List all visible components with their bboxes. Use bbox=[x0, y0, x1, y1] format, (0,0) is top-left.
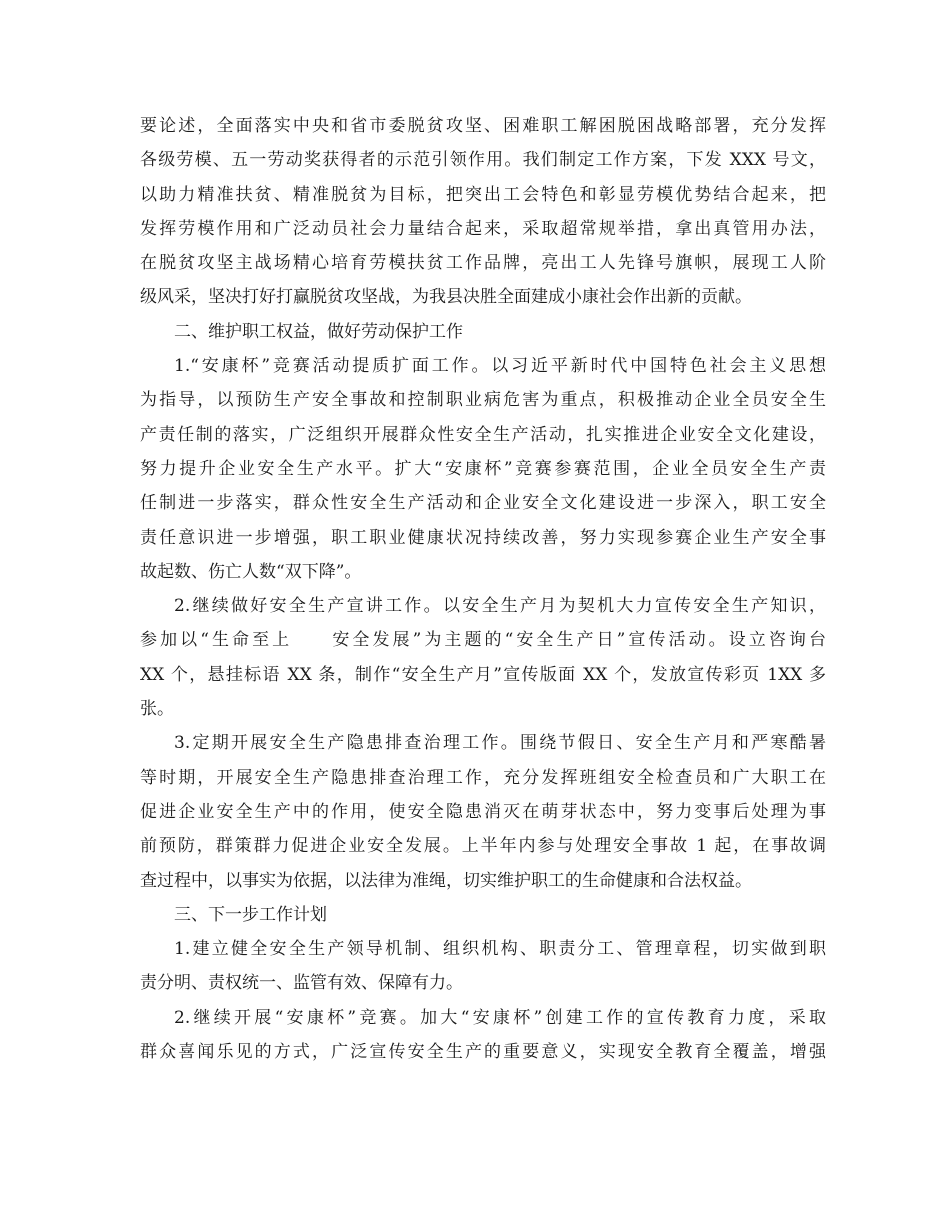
paragraph-line: 促进企业安全生产中的作用，使安全隐患消灭在萌芽状态中，努力变事后处理为事 bbox=[140, 801, 826, 822]
paragraph-first-line: 三、下一步工作计划 bbox=[174, 904, 327, 925]
paragraph-line: 参加以“生命至上 安全发展”为主题的“安全生产日”宣传活动。设立咨询台 bbox=[140, 630, 826, 651]
paragraph-line: 发挥劳模作用和广泛动员社会力量结合起来，采取超常规举措，拿出真管用办法， bbox=[140, 218, 826, 239]
paragraph-line: 各级劳模、五一劳动奖获得者的示范引领作用。我们制定工作方案，下发 XXX 号文， bbox=[140, 150, 826, 171]
paragraph-line: 任制进一步落实，群众性安全生产活动和企业安全文化建设进一步深入，职工安全 bbox=[140, 493, 826, 514]
paragraph-line: 在脱贫攻坚主战场精心培育劳模扶贫工作品牌，亮出工人先锋号旗帜，展现工人阶 bbox=[140, 253, 826, 274]
paragraph-line: 为指导，以预防生产安全事故和控制职业病危害为重点，积极推动企业全员安全生 bbox=[140, 390, 826, 411]
paragraph-first-line: 1.建立健全安全生产领导机制、组织机构、职责分工、管理章程，切实做到职 bbox=[174, 939, 826, 960]
paragraph-line: XX 个，悬挂标语 XX 条，制作“安全生产月”宣传版面 XX 个，发放宣传彩页 1XX 多 bbox=[140, 664, 826, 685]
paragraph-line: 以助力精准扶贫、精准脱贫为目标，把突出工会特色和彰显劳模优势结合起来，把 bbox=[140, 184, 826, 205]
paragraph-line: 故起数、伤亡人数“双下降”。 bbox=[140, 561, 362, 582]
document-body bbox=[140, 109, 826, 1069]
paragraph-line: 张。 bbox=[140, 699, 174, 720]
paragraph-line: 要论述，全面落实中央和省市委脱贫攻坚、困难职工解困脱困战略部署，充分发挥 bbox=[140, 116, 826, 136]
paragraph-first-line: 1.“安康杯”竞赛活动提质扩面工作。以习近平新时代中国特色社会主义思想 bbox=[174, 356, 826, 377]
paragraph-line: 产责任制的落实，广泛组织开展群众性安全生产活动，扎实推进企业安全文化建设， bbox=[140, 424, 826, 445]
paragraph-line: 努力提升企业安全生产水平。扩大“安康杯”竞赛参赛范围，企业全员安全生产责 bbox=[140, 458, 826, 479]
paragraph-first-line: 2.继续做好安全生产宣讲工作。以安全生产月为契机大力宣传安全生产知识， bbox=[174, 596, 826, 617]
paragraph-line: 级风采，坚决打好打赢脱贫攻坚战，为我县决胜全面建成小康社会作出新的贡献。 bbox=[140, 287, 752, 308]
paragraph-first-line: 3.定期开展安全生产隐患排查治理工作。围绕节假日、安全生产月和严寒酷暑 bbox=[174, 733, 826, 754]
paragraph-line: 前预防，群策群力促进企业安全发展。上半年内参与处理安全事故 1 起，在事故调 bbox=[140, 836, 826, 857]
paragraph-line: 责分明、责权统一、监管有效、保障有力。 bbox=[140, 973, 463, 994]
paragraph-first-line: 2.继续开展“安康杯”竞赛。加大“安康杯”创建工作的宣传教育力度，采取 bbox=[174, 1007, 826, 1028]
paragraph-line: 等时期，开展安全生产隐患排查治理工作，充分发挥班组安全检查员和广大职工在 bbox=[140, 767, 826, 788]
paragraph-line: 群众喜闻乐见的方式，广泛宣传安全生产的重要意义，实现安全教育全覆盖，增强 bbox=[140, 1042, 826, 1063]
paragraph-line: 责任意识进一步增强，职工职业健康状况持续改善，努力实现参赛企业生产安全事 bbox=[140, 527, 826, 548]
paragraph-line: 查过程中，以事实为依据，以法律为准绳，切实维护职工的生命健康和合法权益。 bbox=[140, 870, 752, 891]
paragraph-first-line: 二、维护职工权益，做好劳动保护工作 bbox=[174, 321, 463, 342]
